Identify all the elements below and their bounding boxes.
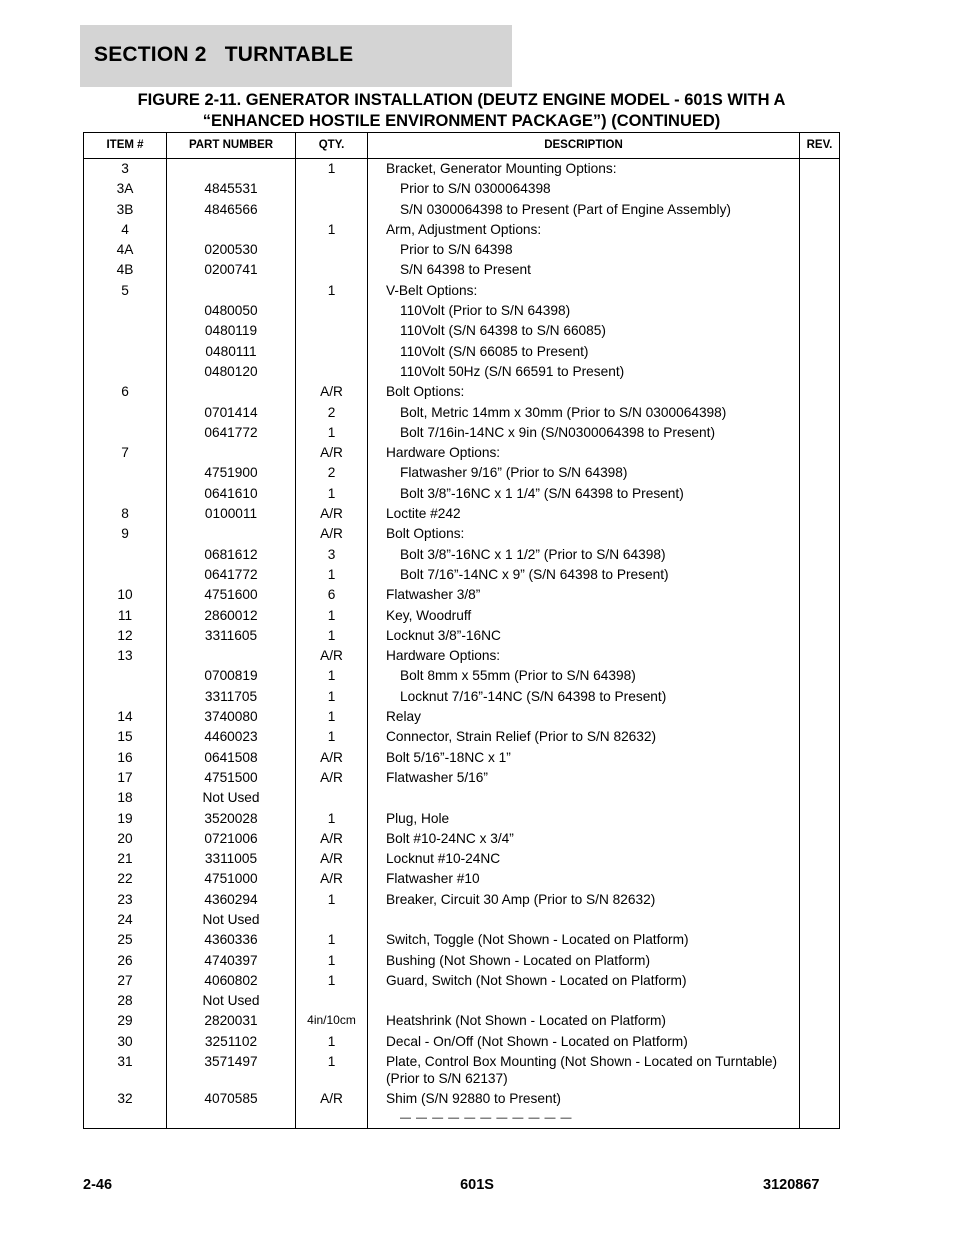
- table-row: [84, 546, 839, 566]
- qty-cell: 1: [327, 566, 336, 582]
- item-number-cell: 9: [121, 526, 129, 542]
- description-cell: Flatwasher 5/16”: [386, 769, 488, 785]
- part-number-cell: 4360336: [204, 932, 258, 948]
- part-number-cell: Not Used: [202, 790, 260, 806]
- table-row: [84, 1012, 839, 1032]
- description-cell: Bolt 7/16in-14NC x 9in (S/N0300064398 to Present): [400, 424, 715, 440]
- description-cell: Flatwasher 9/16” (Prior to S/N 64398): [400, 465, 628, 481]
- description-cell: Loctite #242: [386, 506, 461, 522]
- description-cell: Bolt 7/16”-14NC x 9” (S/N 64398 to Present): [400, 566, 669, 582]
- part-number-cell: 4751500: [204, 769, 258, 785]
- table-row: [84, 444, 839, 464]
- part-number-cell: 0641772: [204, 424, 258, 440]
- part-number-cell: 3571497: [204, 1054, 258, 1070]
- description-cell: Bolt 5/16”-18NC x 1”: [386, 749, 511, 765]
- table-row: [84, 525, 839, 545]
- description-cell: Prior to S/N 64398: [400, 242, 513, 258]
- qty-cell: A/R: [320, 445, 343, 461]
- description-cell: Locknut #10-24NC: [386, 851, 501, 867]
- table-row: [84, 241, 839, 261]
- part-number-cell: 4070585: [204, 1091, 258, 1107]
- qty-cell: 1: [327, 891, 336, 907]
- item-number-cell: 26: [117, 952, 133, 968]
- part-number-cell: 2860012: [204, 607, 258, 623]
- item-number-cell: 11: [117, 607, 133, 623]
- part-number-cell: 4751900: [204, 465, 258, 481]
- part-number-cell: 4460023: [204, 729, 258, 745]
- table-row: [84, 363, 839, 383]
- table-row: [84, 1110, 839, 1130]
- table-row: [84, 343, 839, 363]
- description-cell: S/N 64398 to Present: [400, 262, 531, 278]
- description-cell: Connector, Strain Relief (Prior to S/N 82632): [386, 729, 657, 745]
- table-row: [84, 810, 839, 830]
- table-row: [84, 911, 839, 931]
- qty-cell: 1: [327, 668, 336, 684]
- table-row: [84, 931, 839, 951]
- description-cell: Flatwasher #10: [386, 871, 480, 887]
- description-cell: Relay: [386, 709, 421, 725]
- qty-cell: 1: [327, 485, 336, 501]
- item-number-cell: 13: [117, 648, 133, 664]
- table-row: [84, 586, 839, 606]
- description-cell: Flatwasher 3/8”: [386, 587, 481, 603]
- item-number-cell: 28: [117, 993, 133, 1009]
- description-cell: Bolt 8mm x 55mm (Prior to S/N 64398): [400, 668, 636, 684]
- item-number-cell: 31: [117, 1054, 133, 1070]
- qty-cell: 1: [327, 282, 336, 298]
- table-row: [84, 952, 839, 972]
- description-cell: Switch, Toggle (Not Shown - Located on Platform): [386, 932, 689, 948]
- table-row: [84, 464, 839, 484]
- table-row: [84, 424, 839, 444]
- description-cell: V-Belt Options:: [386, 282, 478, 298]
- qty-cell: 1: [327, 688, 336, 704]
- part-number-cell: 0480111: [205, 343, 257, 359]
- description-cell: Breaker, Circuit 30 Amp (Prior to S/N 82632): [386, 891, 656, 907]
- qty-cell: 1: [327, 972, 336, 988]
- description-cell: Bolt Options:: [386, 526, 465, 542]
- table-body: [84, 160, 839, 1131]
- table-row: [84, 830, 839, 850]
- item-number-cell: 17: [117, 769, 133, 785]
- part-number-cell: 0480119: [204, 323, 258, 339]
- header-description: DESCRIPTION: [544, 139, 623, 151]
- part-number-cell: 0641610: [204, 485, 258, 501]
- qty-cell: 1: [327, 709, 336, 725]
- page-number: 2-46: [83, 1177, 113, 1193]
- item-number-cell: 20: [117, 830, 133, 846]
- qty-cell: A/R: [320, 1091, 343, 1107]
- description-cell: 110Volt 50Hz (S/N 66591 to Present): [400, 363, 625, 379]
- part-number-cell: 3251102: [204, 1033, 258, 1049]
- table-row: [84, 1090, 839, 1110]
- part-number-cell: 4751600: [204, 587, 258, 603]
- part-number-cell: 0641772: [204, 566, 258, 582]
- qty-cell: 6: [327, 587, 336, 603]
- item-number-cell: 15: [117, 729, 133, 745]
- table-row: [84, 728, 839, 748]
- description-cell: Bolt, Metric 14mm x 30mm (Prior to S/N 0300064398): [400, 404, 727, 420]
- header-part-number: PART NUMBER: [188, 139, 274, 151]
- description-cell: Plug, Hole: [386, 810, 450, 826]
- description-cell: Plate, Control Box Mounting (Not Shown - Located on Turntable) (Prior to S/N 62137): [386, 1054, 778, 1087]
- table-row: [84, 282, 839, 302]
- qty-cell: 2: [327, 404, 336, 420]
- table-row: [84, 627, 839, 647]
- part-number-cell: 4751000: [204, 871, 258, 887]
- qty-cell: A/R: [320, 769, 343, 785]
- document-number: 3120867: [763, 1177, 820, 1193]
- table-row: [84, 749, 839, 769]
- item-number-cell: 27: [117, 972, 133, 988]
- part-number-cell: 0200530: [204, 242, 258, 258]
- description-cell: 110Volt (Prior to S/N 64398): [400, 303, 571, 319]
- qty-cell: 4in/10cm: [307, 1013, 356, 1028]
- table-row: [84, 302, 839, 322]
- description-cell: Bracket, Generator Mounting Options:: [386, 161, 617, 176]
- table-row: [84, 261, 839, 281]
- qty-cell: 1: [327, 424, 336, 440]
- qty-cell: A/R: [320, 648, 343, 664]
- table-row: [84, 404, 839, 424]
- table-row: [84, 850, 839, 870]
- qty-cell: 1: [327, 952, 336, 968]
- item-number-cell: 14: [117, 709, 133, 725]
- description-cell: Bolt #10-24NC x 3/4”: [386, 830, 514, 846]
- description-cell: Decal - On/Off (Not Shown - Located on Platform): [386, 1033, 688, 1049]
- table-row: [84, 769, 839, 789]
- table-row: [84, 708, 839, 728]
- table-row: [84, 667, 839, 687]
- part-number-cell: 0721006: [204, 830, 258, 846]
- item-number-cell: 16: [117, 749, 133, 765]
- part-number-cell: 0700819: [204, 668, 258, 684]
- item-number-cell: 24: [117, 911, 133, 927]
- qty-cell: A/R: [320, 384, 343, 400]
- qty-cell: 1: [327, 627, 336, 643]
- description-cell: Shim (S/N 92880 to Present): [386, 1091, 561, 1107]
- item-number-cell: 32: [117, 1091, 133, 1107]
- description-cell: Bolt Options:: [386, 384, 465, 400]
- qty-cell: A/R: [320, 830, 343, 846]
- header-rev: REV.: [806, 139, 833, 151]
- item-number-cell: 4: [121, 221, 129, 237]
- qty-cell: A/R: [320, 851, 343, 867]
- part-number-cell: 2820031: [204, 1013, 258, 1029]
- table-row: [84, 688, 839, 708]
- description-cell: Prior to S/N 0300064398: [400, 181, 551, 197]
- description-cell: Bolt 3/8”-16NC x 1 1/4” (S/N 64398 to Present): [400, 485, 684, 501]
- item-number-cell: 5: [121, 282, 129, 298]
- part-number-cell: 3520028: [204, 810, 258, 826]
- description-cell: 110Volt (S/N 66085 to Present): [400, 343, 589, 359]
- part-number-cell: 4740397: [204, 952, 258, 968]
- item-number-cell: 3B: [116, 201, 134, 217]
- table-row: [84, 485, 839, 505]
- item-number-cell: 29: [117, 1013, 133, 1029]
- table-row: [84, 607, 839, 627]
- item-number-cell: 30: [117, 1033, 133, 1049]
- description-cell: Locknut 3/8”-16NC: [386, 627, 501, 643]
- figure-title-line-2: “ENHANCED HOSTILE ENVIRONMENT PACKAGE”) (CONTINUED): [202, 112, 721, 130]
- item-number-cell: 7: [121, 445, 129, 461]
- qty-cell: 1: [327, 932, 336, 948]
- table-row: [84, 992, 839, 1012]
- part-number-cell: 4846566: [204, 201, 258, 217]
- qty-cell: A/R: [320, 871, 343, 887]
- table-row: [84, 870, 839, 890]
- description-cell: Guard, Switch (Not Shown - Located on Platform): [386, 972, 687, 988]
- description-cell: 110Volt (S/N 64398 to S/N 66085): [400, 323, 606, 339]
- part-number-cell: 0480120: [204, 363, 258, 379]
- part-number-cell: Not Used: [202, 911, 260, 927]
- qty-cell: 1: [327, 221, 336, 237]
- parts-table: [83, 132, 840, 1129]
- item-number-cell: 12: [117, 627, 133, 643]
- item-number-cell: 3A: [116, 181, 134, 197]
- table-row: [84, 201, 839, 221]
- model-number: 601S: [460, 1177, 494, 1193]
- qty-cell: 1: [327, 1033, 336, 1049]
- part-number-cell: 0480050: [204, 303, 258, 319]
- part-number-cell: 3740080: [204, 709, 258, 725]
- table-row: [84, 221, 839, 241]
- part-number-cell: Not Used: [202, 993, 260, 1009]
- table-row: [84, 505, 839, 525]
- part-number-cell: 0681612: [204, 546, 258, 562]
- part-number-cell: 3311005: [204, 851, 258, 867]
- qty-cell: A/R: [320, 749, 343, 765]
- item-number-cell: 23: [117, 891, 133, 907]
- part-number-cell: 0641508: [204, 749, 258, 765]
- item-number-cell: 3: [121, 161, 129, 176]
- table-row: [84, 383, 839, 403]
- qty-cell: 2: [327, 465, 336, 481]
- section-title: SECTION 2 TURNTABLE: [94, 43, 354, 66]
- description-cell: S/N 0300064398 to Present (Part of Engine Assembly): [400, 201, 731, 217]
- description-cell: Hardware Options:: [386, 648, 501, 664]
- qty-cell: A/R: [320, 526, 343, 542]
- part-number-cell: 0100011: [204, 506, 258, 522]
- table-row: [84, 1053, 839, 1090]
- table-row: [84, 647, 839, 667]
- table-row: [84, 972, 839, 992]
- header-divider: [84, 158, 839, 159]
- description-cell: Key, Woodruff: [386, 607, 472, 623]
- description-cell: Locknut 7/16”-14NC (S/N 64398 to Present): [400, 688, 667, 704]
- part-number-cell: 4060802: [204, 972, 258, 988]
- description-cell: Bushing (Not Shown - Located on Platform): [386, 952, 650, 968]
- item-number-cell: 19: [117, 810, 133, 826]
- part-number-cell: 4845531: [204, 181, 258, 197]
- part-number-cell: 0701414: [204, 404, 258, 420]
- part-number-cell: 4360294: [204, 891, 258, 907]
- qty-cell: 1: [327, 607, 336, 623]
- item-number-cell: 22: [117, 871, 133, 887]
- item-number-cell: 4B: [116, 262, 134, 278]
- description-cell: Arm, Adjustment Options:: [386, 221, 542, 237]
- item-number-cell: 8: [121, 506, 129, 522]
- qty-cell: 3: [327, 546, 336, 562]
- figure-title-line-1: FIGURE 2-11. GENERATOR INSTALLATION (DEUTZ ENGINE MODEL - 601S WITH A: [137, 91, 786, 109]
- qty-cell: A/R: [320, 506, 343, 522]
- table-row: [84, 891, 839, 911]
- qty-cell: 1: [327, 810, 336, 826]
- header-item: ITEM #: [106, 139, 144, 151]
- header-qty: QTY.: [318, 139, 345, 151]
- item-number-cell: 18: [117, 790, 133, 806]
- part-number-cell: 3311705: [204, 688, 258, 704]
- part-number-cell: 0200741: [204, 262, 258, 278]
- section-banner: [80, 25, 512, 87]
- item-number-cell: 10: [117, 587, 133, 603]
- end-of-list-marker: — — — — — — — — — — —: [400, 1112, 573, 1125]
- item-number-cell: 6: [121, 384, 129, 400]
- qty-cell: 1: [327, 1054, 336, 1070]
- item-number-cell: 4A: [116, 242, 134, 258]
- table-row: [84, 566, 839, 586]
- table-row: [84, 789, 839, 809]
- qty-cell: 1: [327, 161, 336, 176]
- table-row: [84, 1033, 839, 1053]
- part-number-cell: 3311605: [204, 627, 258, 643]
- table-row: [84, 322, 839, 342]
- qty-cell: 1: [327, 729, 336, 745]
- description-cell: Bolt 3/8”-16NC x 1 1/2” (Prior to S/N 64398): [400, 546, 666, 562]
- item-number-cell: 25: [117, 932, 133, 948]
- item-number-cell: 21: [117, 851, 133, 867]
- description-cell: Heatshrink (Not Shown - Located on Platform): [386, 1013, 666, 1029]
- table-row: [84, 180, 839, 200]
- description-cell: Hardware Options:: [386, 445, 501, 461]
- table-row: [84, 160, 839, 180]
